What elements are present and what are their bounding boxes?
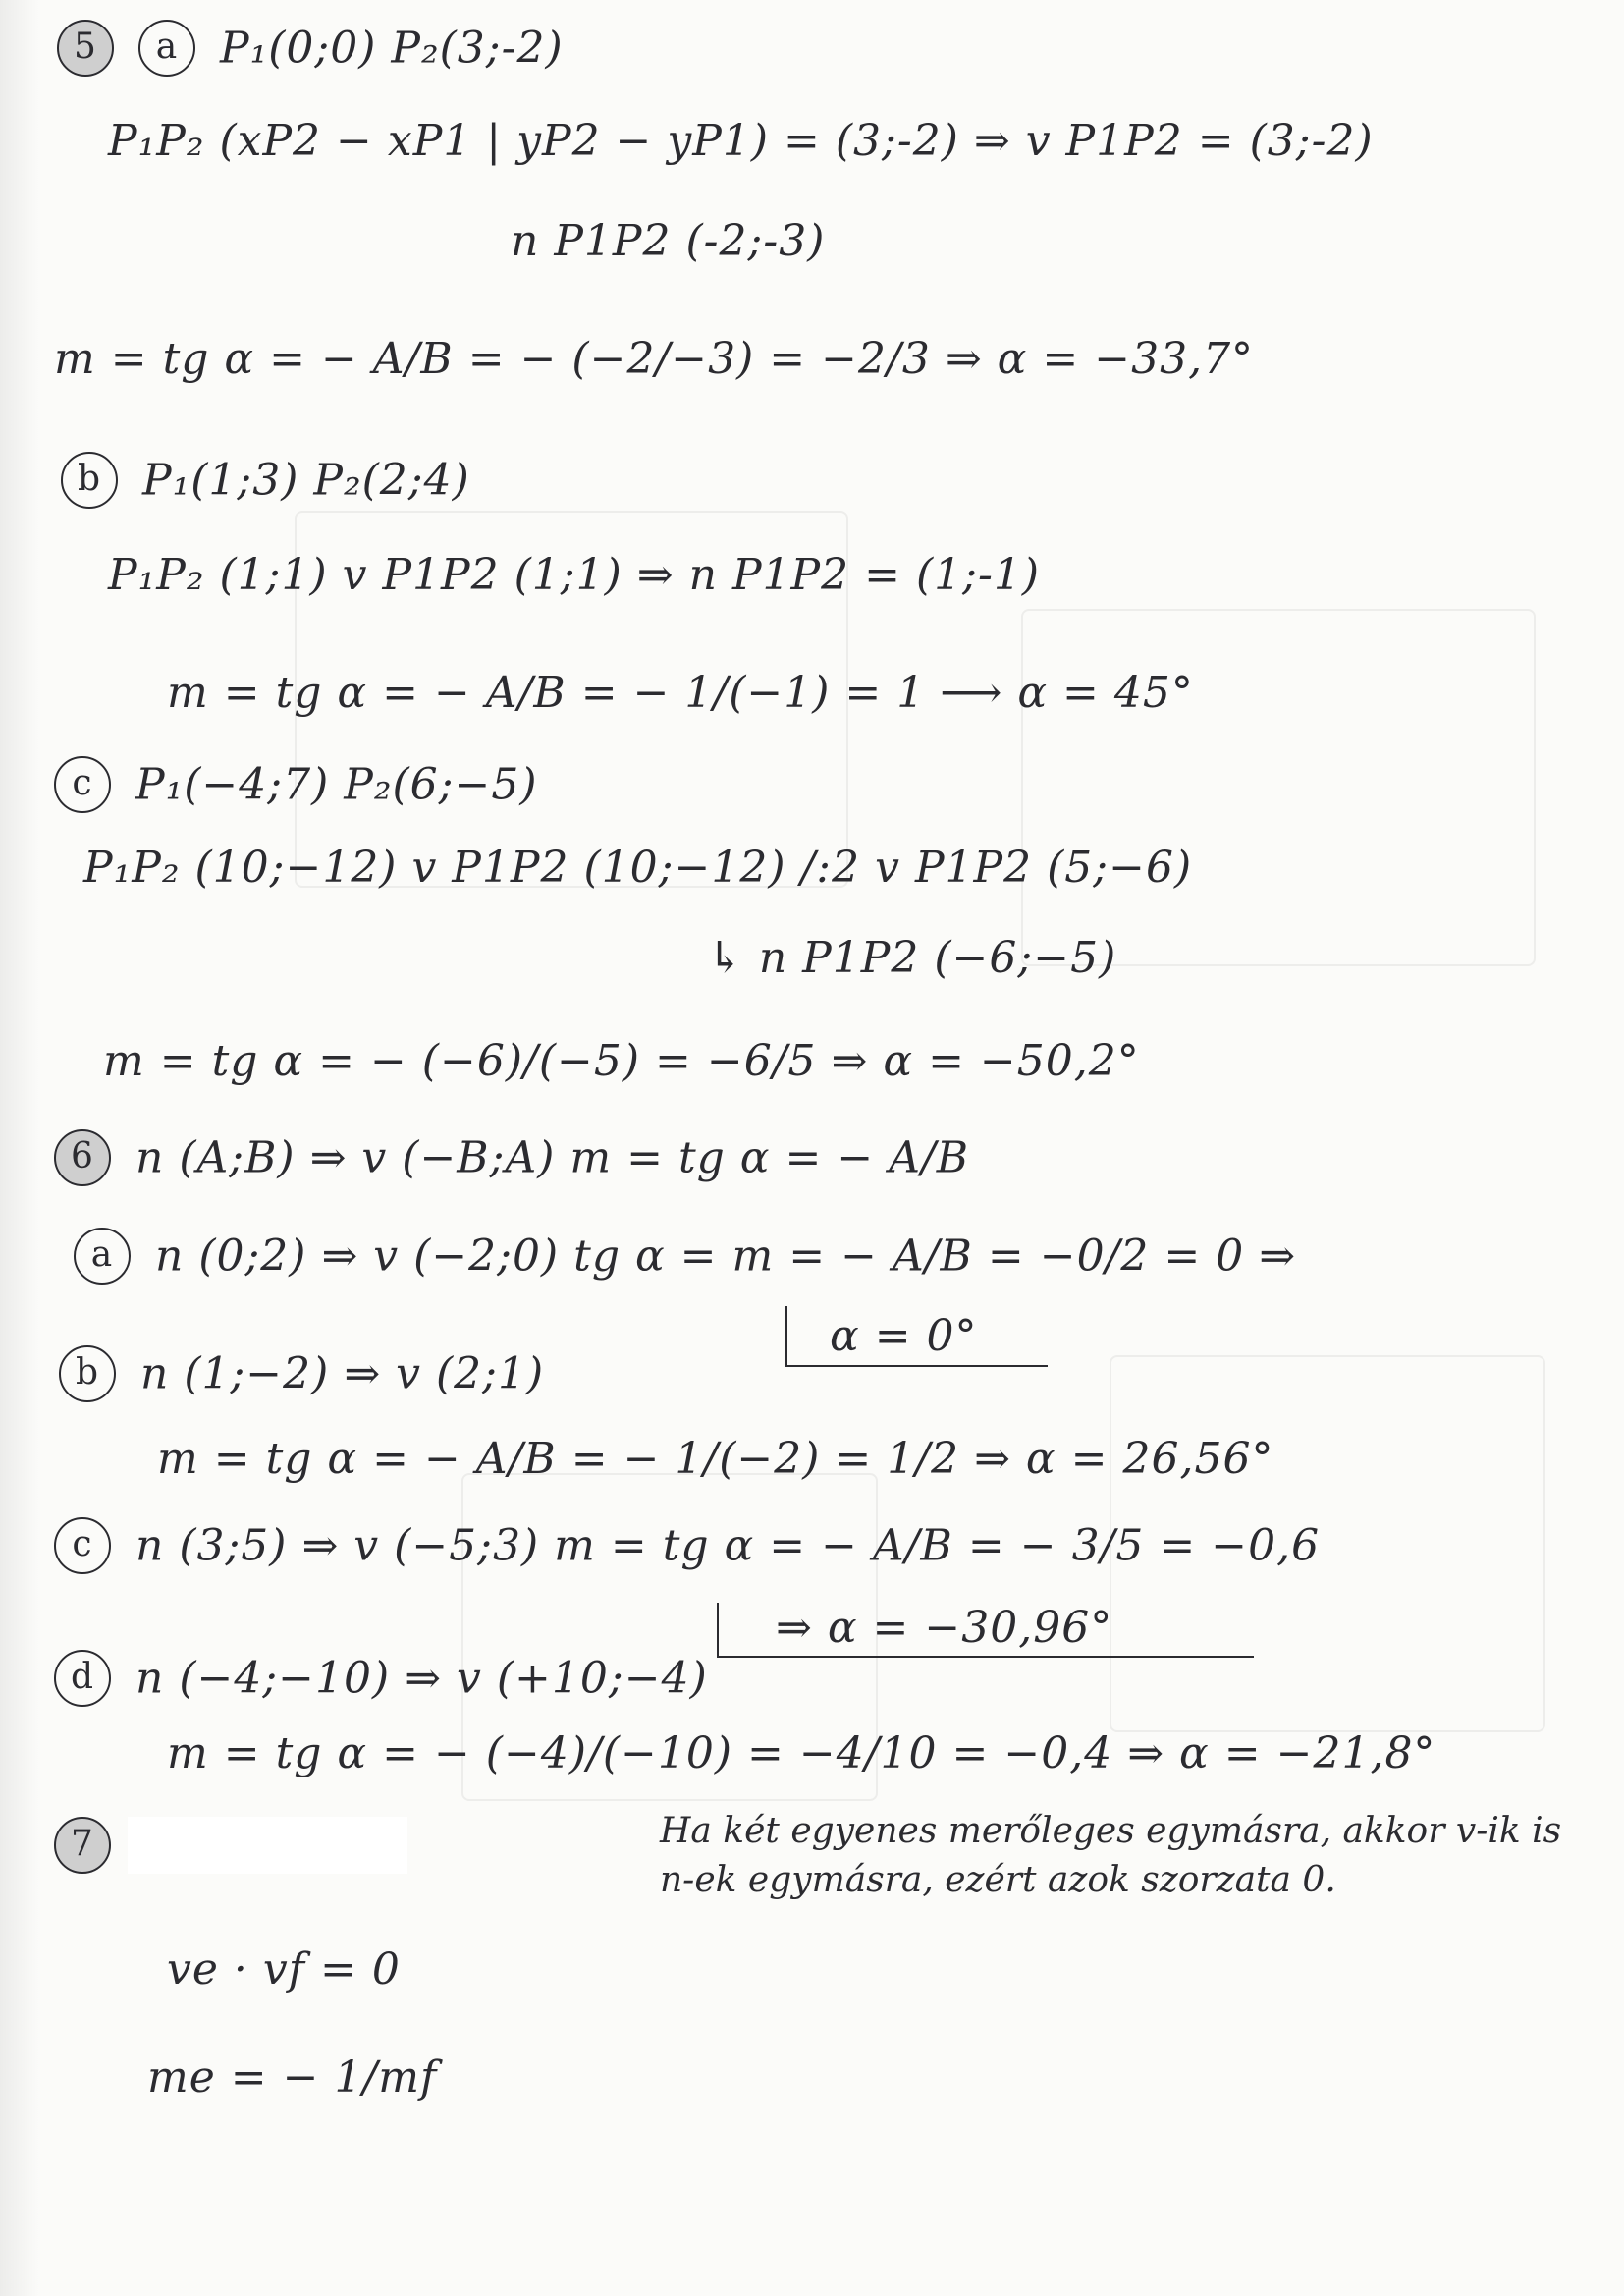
- ex6-rule: n (A;B) ⇒ v (−B;A) m = tg α = − A/B: [135, 1132, 970, 1183]
- ex5a-header: [57, 20, 564, 77]
- ex6a-result: α = 0°: [830, 1311, 978, 1361]
- ex5c-vector: P₁P₂ (10;−12) v P1P2 (10;−12) /:2 v P1P2 (5;−6): [83, 843, 1193, 893]
- ex7-slope-relation: me = − 1/mf: [147, 2052, 438, 2103]
- part-a-marker: a: [74, 1228, 131, 1285]
- part-c-marker: c: [54, 1517, 111, 1574]
- redacted-area: [128, 1817, 407, 1874]
- ex6-header: [54, 1129, 969, 1186]
- part-a-marker: a: [138, 20, 195, 77]
- part-d-marker: d: [54, 1650, 111, 1707]
- ex5a-slope: m = tg α = − A/B = − (−2/−3) = −2/3 ⇒ α = −33,7°: [54, 334, 1255, 384]
- ex6d-text: n (−4;−10) ⇒ v (+10;−4): [135, 1653, 708, 1704]
- ex5b-slope: m = tg α = − A/B = − 1/(−1) = 1 ⟶ α = 45°: [167, 668, 1194, 718]
- ex5b-header: [61, 452, 470, 509]
- ex6d-slope: m = tg α = − (−4)/(−10) = −4/10 = −0,4 ⇒ α = −21,8°: [167, 1728, 1436, 1778]
- ex6a-row: [74, 1228, 1296, 1285]
- ex5a-vector: P₁P₂ (xP2 − xP1 | yP2 − yP1) = (3;-2) ⇒ v P1P2 = (3;-2): [108, 116, 1374, 166]
- exercise-6-marker: 6: [54, 1129, 111, 1186]
- ex6b-slope: m = tg α = − A/B = − 1/(−2) = 1/2 ⇒ α = 26,56°: [157, 1434, 1274, 1484]
- ex5a-points: P₁(0;0) P₂(3;-2): [220, 23, 564, 74]
- ex7-explanation: Ha két egyenes merőleges egymásra, akkor v-ik is n-ek egymásra, ezért azok szorzata 0.: [660, 1811, 1562, 1900]
- ex6c-text: n (3;5) ⇒ v (−5;3) m = tg α = − A/B = − 3/5 = −0,6: [135, 1520, 1321, 1571]
- ex7-dot-product: ve · vf = 0: [167, 1944, 401, 1995]
- ex5c-normal: ↳ n P1P2 (−6;−5): [707, 933, 1117, 983]
- exercise-5-marker: 5: [57, 20, 114, 77]
- part-c-marker: c: [54, 756, 111, 813]
- ex5b-vector: P₁P₂ (1;1) v P1P2 (1;1) ⇒ n P1P2 = (1;-1): [108, 550, 1040, 600]
- ex6a-text: n (0;2) ⇒ v (−2;0) tg α = m = − A/B = −0/2 = 0 ⇒: [155, 1230, 1297, 1282]
- ex6c-result: ⇒ α = −30,96°: [776, 1603, 1113, 1653]
- ex5c-header: [54, 756, 538, 813]
- part-b-marker: b: [59, 1345, 116, 1402]
- ex5c-points: P₁(−4;7) P₂(6;−5): [135, 759, 538, 810]
- ex6b-row: [59, 1345, 544, 1402]
- ex5b-points: P₁(1;3) P₂(2;4): [142, 455, 470, 506]
- exercise-7-marker: 7: [54, 1817, 111, 1874]
- part-b-marker: b: [61, 452, 118, 509]
- ex6d-row: [54, 1650, 708, 1707]
- ex6c-row: [54, 1517, 1320, 1574]
- ex5a-normal: n P1P2 (-2;-3): [511, 216, 826, 266]
- ex6b-text: n (1;−2) ⇒ v (2;1): [140, 1348, 545, 1399]
- ex7-header: [54, 1817, 121, 1874]
- ex5c-slope: m = tg α = − (−6)/(−5) = −6/5 ⇒ α = −50,2°: [103, 1036, 1140, 1086]
- bleed-through-shape: [1021, 609, 1536, 966]
